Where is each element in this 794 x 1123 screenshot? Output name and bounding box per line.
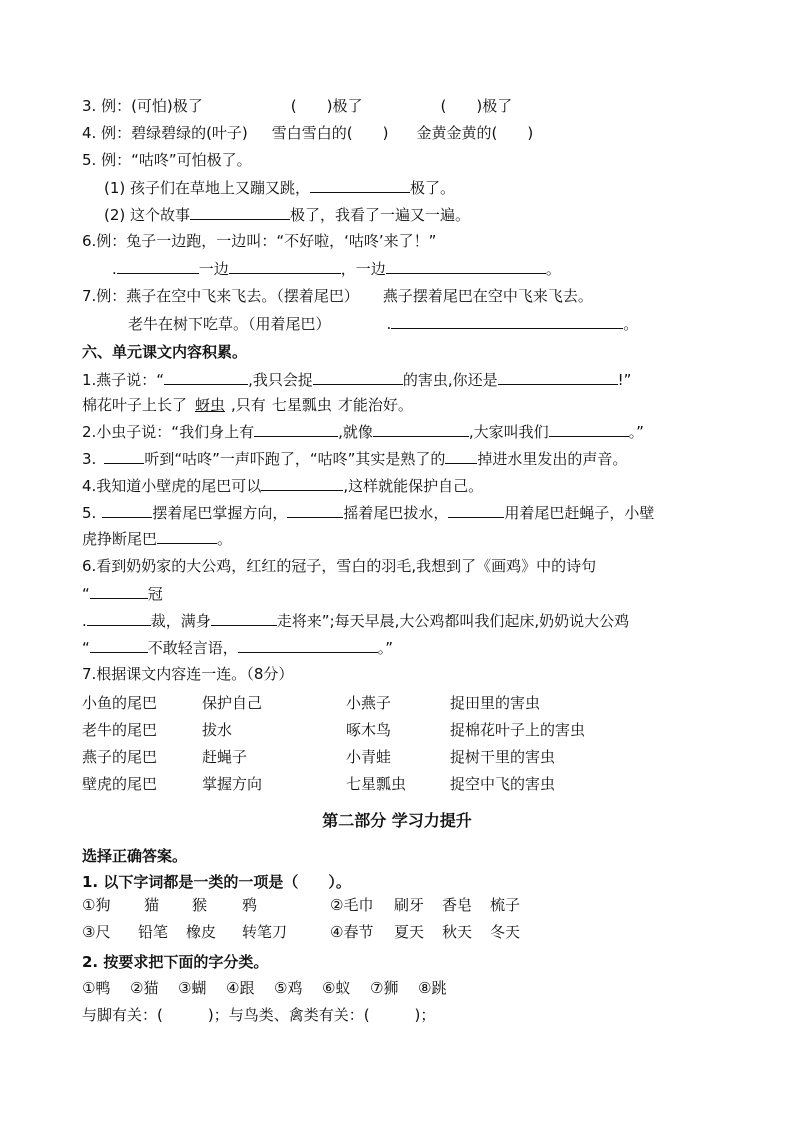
option-3-word: 橡皮 xyxy=(186,923,217,941)
q5-6-prefix: 6.例：兔子一边跑，一边叫：“不好啦，‘咕咚’来了！” xyxy=(82,232,437,250)
q5-5-1 xyxy=(104,177,455,198)
s6-q4 xyxy=(82,475,483,496)
match-col2-r3[interactable]: 赶蝇子 xyxy=(202,748,248,766)
blank[interactable] xyxy=(117,258,199,274)
q5-5-2 xyxy=(104,204,470,225)
q5-3-prefix: 3. 例：(可怕)极了 xyxy=(82,97,203,115)
s6-q5 xyxy=(82,502,654,523)
s6-q1 xyxy=(82,369,631,390)
q5-7-end: 。 xyxy=(623,315,639,333)
option-4-word: 夏天 xyxy=(394,923,425,941)
s6-q3-b: 听到“咕咚”一声吓跑了，“咕咚”其实是熟了的 xyxy=(144,450,446,468)
s6-q5-c: 摇着尾巴拔水， xyxy=(343,504,449,522)
s6-q5-d: 用着尾巴赶蝇子，小壁 xyxy=(504,504,655,522)
blank[interactable] xyxy=(104,448,144,464)
s6-q6-d: “ xyxy=(82,639,90,657)
blank[interactable] xyxy=(238,637,378,653)
s6-q1-b: ,我只会捉 xyxy=(248,371,313,389)
option-2-word[interactable]: ②毛巾 xyxy=(330,896,374,914)
blank[interactable] xyxy=(157,528,217,544)
blank[interactable] xyxy=(190,204,290,220)
blank[interactable] xyxy=(102,502,152,518)
char-item: ⑥蚁 xyxy=(322,979,351,997)
q5-7-task xyxy=(128,313,638,334)
option-4-word: 冬天 xyxy=(490,923,521,941)
char-item: ③蝴 xyxy=(178,979,207,997)
s6-q1-a: 1.燕子说：“ xyxy=(82,371,165,389)
s6-q6-b2: 冠 xyxy=(147,585,163,603)
s6-q1-d: !” xyxy=(617,371,632,389)
s6-q6-line3 xyxy=(82,610,629,631)
blank[interactable] xyxy=(386,258,546,274)
q5-5-prefix: 5. 例：“咕咚”可怕极了。 xyxy=(82,151,252,169)
match-col3-r1[interactable]: 小燕子 xyxy=(346,694,392,712)
match-col4-r3[interactable]: 捉树干里的害虫 xyxy=(450,748,556,766)
match-col2-r1[interactable]: 保护自己 xyxy=(202,694,263,712)
s6-q6-c2: 裁，满身 xyxy=(150,612,211,630)
blank[interactable] xyxy=(254,421,338,437)
s6-q1-c: 的害虫,你还是 xyxy=(402,371,498,389)
option-4-word[interactable]: ④春节 xyxy=(330,923,374,941)
blank[interactable] xyxy=(391,313,623,329)
match-col4-r4[interactable]: 捉空中飞的害虫 xyxy=(450,775,556,793)
q5-5-1-a: (1) 孩子们在草地上又蹦又跳， xyxy=(104,179,311,197)
s6-q1-e: 棉花叶子上长了 xyxy=(82,396,188,414)
s6-q5-e: 虎挣断尾巴 xyxy=(82,530,158,548)
char-item: ⑦狮 xyxy=(370,979,399,997)
option-1-word: 猫 xyxy=(144,896,160,914)
s6-q6-line4 xyxy=(82,637,393,658)
q5-6-answer xyxy=(112,258,561,279)
blank[interactable] xyxy=(498,369,618,385)
blank[interactable] xyxy=(90,637,148,653)
q5-6-mid: 一边 xyxy=(198,260,229,278)
option-1-word[interactable]: ①狗 xyxy=(82,896,111,914)
part2-title: 第二部分 学习力提升 xyxy=(322,811,472,830)
match-col4-r2[interactable]: 捉棉花叶子上的害虫 xyxy=(450,721,586,739)
q5-4-c: 金黄金黄的( ) xyxy=(416,124,534,142)
char-item: ①鸭 xyxy=(82,979,111,997)
option-4-word: 秋天 xyxy=(442,923,473,941)
s6-q6 xyxy=(82,556,596,576)
option-2-word: 刷牙 xyxy=(394,896,425,914)
q5-4-prefix: 4. 例：碧绿碧绿的(叶子) xyxy=(82,124,248,142)
char-item: ②猫 xyxy=(130,979,159,997)
q5-7-prefix: 7.例：燕子在空中飞来飞去。（摆着尾巴） xyxy=(82,287,359,305)
option-3-word: 铅笔 xyxy=(138,923,169,941)
dot: . xyxy=(82,612,87,630)
s6-q5-b: 摆着尾巴掌握方向， xyxy=(152,504,288,522)
part2-q2-answer[interactable]: 与脚有关：( )；与鸟类、禽类有关：( )； xyxy=(82,1006,436,1024)
blank[interactable] xyxy=(90,583,148,599)
q5-6 xyxy=(82,231,436,251)
match-col3-r2[interactable]: 啄木鸟 xyxy=(346,721,392,739)
s6-q7 xyxy=(82,664,293,684)
blank[interactable] xyxy=(313,369,403,385)
q5-5 xyxy=(82,150,252,170)
blank[interactable] xyxy=(373,421,469,437)
part2-q2: 2. 按要求把下面的字分类。 xyxy=(82,953,269,971)
s6-q1-underlined-aphid: 蚜虫 xyxy=(195,396,226,414)
match-col1-r4[interactable]: 壁虎的尾巴 xyxy=(82,775,158,793)
s6-q3-a: 3. xyxy=(82,450,97,468)
s6-q6-a: 6.看到奶奶家的大公鸡，红红的冠子，雪白的羽毛,我想到了《画鸡》中的诗句 xyxy=(82,557,597,575)
s6-q2 xyxy=(82,421,644,442)
q5-6-end: 。 xyxy=(545,260,561,278)
match-col4-r1[interactable]: 捉田里的害虫 xyxy=(450,694,541,712)
s6-q2-b: ,就像 xyxy=(338,423,373,441)
option-2-word: 梳子 xyxy=(490,896,521,914)
match-col3-r4[interactable]: 七星瓢虫 xyxy=(346,775,407,793)
option-2-word: 香皂 xyxy=(442,896,473,914)
s6-q6-b: “ xyxy=(82,585,90,603)
char-item: ⑤鸡 xyxy=(274,979,303,997)
blank[interactable] xyxy=(445,448,477,464)
q5-5-2-a: (2) 这个故事 xyxy=(104,206,191,224)
q5-7-task-text: 老牛在树下吃草。（用着尾巴） xyxy=(128,315,331,333)
s6-q1-g: 才能治好。 xyxy=(337,396,413,414)
q5-3-c: ( )极了 xyxy=(440,97,513,115)
s6-q3 xyxy=(82,448,627,469)
q5-3-b: ( )极了 xyxy=(290,97,363,115)
match-col1-r1[interactable]: 小鱼的尾巴 xyxy=(82,694,158,712)
option-3-word: 转笔刀 xyxy=(242,923,288,941)
s6-q1-ladybug: 七星瓢虫 xyxy=(271,396,332,414)
s6-q2-a: 2.小虫子说：“我们身上有 xyxy=(82,423,255,441)
s6-q6-c3: 走将来”;每天早晨,大公鸡都叫我们起床,奶奶说大公鸡 xyxy=(276,612,630,630)
s6-q6-d3: 。” xyxy=(377,639,394,657)
blank[interactable] xyxy=(211,610,277,626)
dot: . xyxy=(386,315,392,333)
match-col2-r4[interactable]: 掌握方向 xyxy=(202,775,263,793)
blank[interactable] xyxy=(87,610,151,626)
blank[interactable] xyxy=(287,502,343,518)
section-six-heading: 六、单元课文内容积累。 xyxy=(82,343,248,361)
q5-4 xyxy=(82,123,533,143)
s6-q4-a: 4.我知道小壁虎的尾巴可以 xyxy=(82,477,262,495)
q5-5-2-b: 极了，我看了一遍又一遍。 xyxy=(290,206,471,224)
s6-q7-a: 7.根据课文内容连一连。（8分） xyxy=(82,665,294,683)
match-col1-r3[interactable]: 燕子的尾巴 xyxy=(82,748,158,766)
s6-q2-c: ,大家叫我们 xyxy=(468,423,549,441)
s6-q5-f: 。 xyxy=(217,530,233,548)
blank[interactable] xyxy=(164,369,248,385)
q5-3 xyxy=(82,96,512,116)
blank[interactable] xyxy=(448,502,504,518)
option-1-word: 鸦 xyxy=(242,896,258,914)
s6-q3-c: 掉进水里发出的声音。 xyxy=(477,450,628,468)
option-3-word[interactable]: ③尺 xyxy=(82,923,111,941)
char-item: ⑧跳 xyxy=(418,979,447,997)
blank[interactable] xyxy=(261,475,343,491)
option-1-word: 猴 xyxy=(192,896,208,914)
blank[interactable] xyxy=(310,177,410,193)
char-item: ④跟 xyxy=(226,979,255,997)
match-col2-r2[interactable]: 拔水 xyxy=(202,721,233,739)
q5-4-b: 雪白雪白的( ) xyxy=(271,124,389,142)
match-col3-r3[interactable]: 小青蛙 xyxy=(346,748,392,766)
s6-q4-b: ,这样就能保护自己。 xyxy=(343,477,484,495)
s6-q5-line2 xyxy=(82,528,232,549)
q5-5-1-b: 极了。 xyxy=(410,179,456,197)
s6-q1-f: ,只有 xyxy=(231,396,266,414)
q5-7 xyxy=(82,286,593,306)
part2-q1: 1. 以下字词都是一类的一项是（ ）。 xyxy=(82,873,351,891)
s6-q6-d2: 不敢轻言语， xyxy=(147,639,238,657)
s6-q2-d: 。” xyxy=(628,423,644,441)
s6-q6-line2 xyxy=(82,583,163,604)
blank[interactable] xyxy=(549,421,629,437)
part2-heading: 选择正确答案。 xyxy=(82,847,188,865)
q5-7-example: 燕子摆着尾巴在空中飞来飞去。 xyxy=(382,287,593,305)
blank[interactable] xyxy=(229,258,341,274)
dot: . xyxy=(112,260,117,278)
q5-6-mid2: ，一边 xyxy=(340,260,386,278)
match-col1-r2[interactable]: 老牛的尾巴 xyxy=(82,721,158,739)
s6-q1-line2 xyxy=(82,395,413,415)
s6-q5-a: 5. xyxy=(82,504,97,522)
